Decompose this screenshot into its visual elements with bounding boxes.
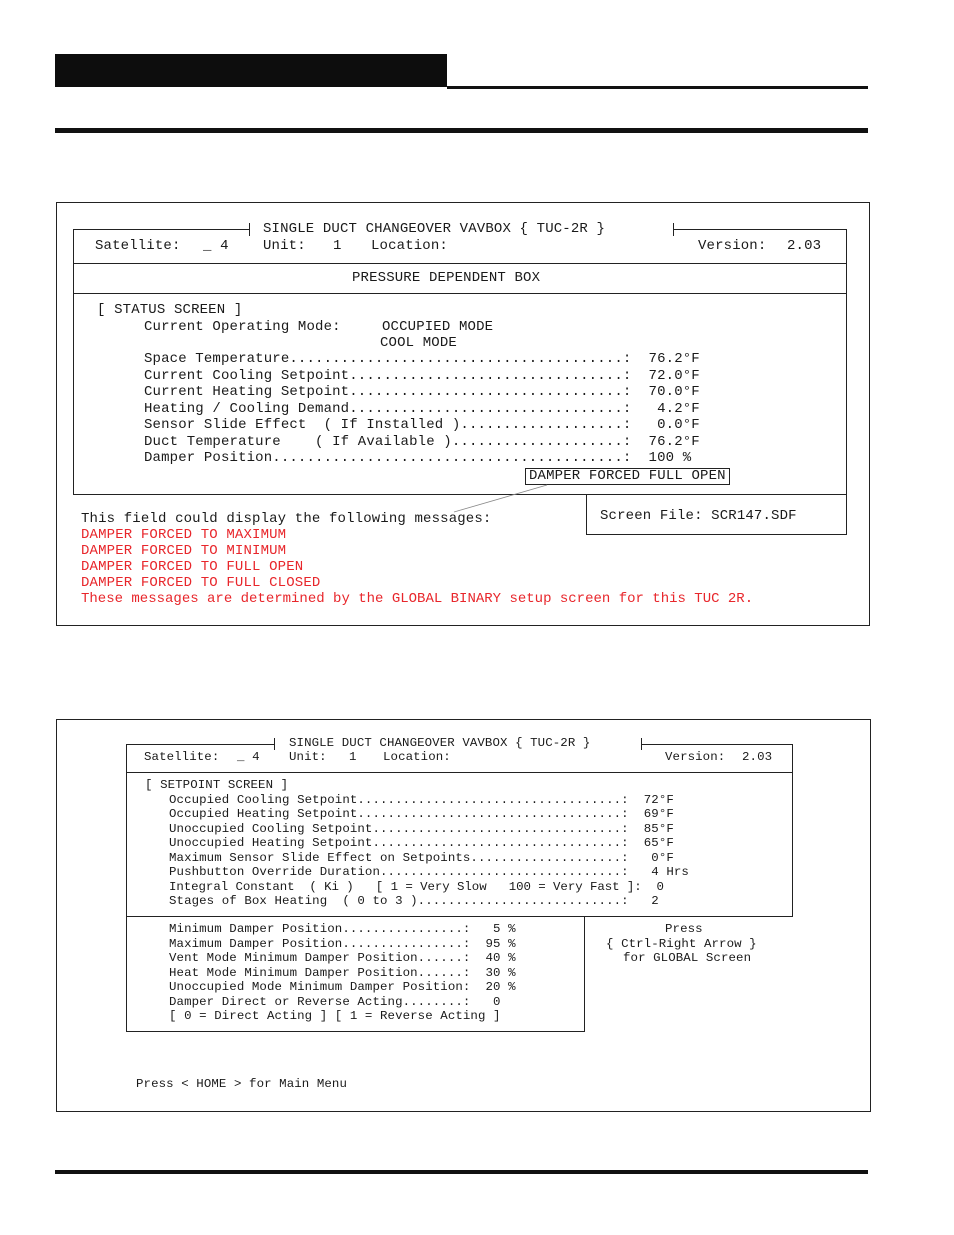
- row-value[interactable]: 2: [643, 894, 659, 908]
- row-label: Damper Direct or Reverse Acting........:: [169, 994, 471, 1009]
- row-value: 4.2°F: [648, 400, 700, 417]
- status-screen-figure: [56, 202, 870, 626]
- status-row: [144, 417, 700, 434]
- row-label: Heat Mode Minimum Damper Position......:: [169, 965, 471, 980]
- unit-value[interactable]: 1: [349, 750, 357, 764]
- section-title: [ STATUS SCREEN ]: [97, 302, 243, 318]
- damper-row[interactable]: [169, 951, 516, 966]
- screen-file: Screen File: SCR147.SDF: [600, 508, 797, 524]
- damper-row[interactable]: [169, 995, 516, 1010]
- row-value: 76.2°F: [648, 351, 700, 367]
- damper-row[interactable]: [169, 922, 516, 937]
- row-value[interactable]: 72°F: [643, 792, 674, 807]
- row-value[interactable]: 40 %: [477, 951, 516, 965]
- satellite-value[interactable]: _ 4: [203, 238, 229, 254]
- row-label: Space Temperature.......................................:: [144, 351, 632, 367]
- setpoint-row[interactable]: [169, 836, 689, 851]
- row-label: Sensor Slide Effect ( If Installed )...................:: [144, 417, 632, 433]
- setpoint-row[interactable]: [169, 894, 689, 909]
- location-label: Location:: [383, 750, 451, 764]
- row-label: Maximum Sensor Slide Effect on Setpoints....................:: [169, 850, 629, 865]
- page-header-bar: [55, 54, 447, 87]
- row-label: Unoccupied Heating Setpoint.................................:: [169, 836, 629, 850]
- setpoint-row[interactable]: [169, 851, 689, 866]
- row-value[interactable]: 20 %: [477, 980, 516, 994]
- version-value: 2.03: [787, 238, 822, 254]
- press-hint-line3: for GLOBAL Screen: [623, 951, 752, 965]
- annotation-message: DAMPER FORCED TO MAXIMUM: [81, 527, 287, 543]
- row-value[interactable]: 69°F: [643, 807, 674, 821]
- row-value[interactable]: 65°F: [643, 836, 674, 850]
- satellite-value[interactable]: _ 4: [237, 750, 260, 764]
- annotation-message: DAMPER FORCED TO MINIMUM: [81, 543, 287, 559]
- version-label: Version:: [698, 238, 767, 254]
- row-label: Duct Temperature ( If Available )....................:: [144, 433, 632, 450]
- row-value: 72.0°F: [648, 367, 700, 384]
- satellite-label: Satellite:: [95, 238, 181, 254]
- row-label: Maximum Damper Position................:: [169, 936, 471, 951]
- row-label: Pushbutton Override Duration................................:: [169, 865, 629, 879]
- annotation-message: DAMPER FORCED TO FULL OPEN: [81, 559, 304, 575]
- row-label: Current Heating Setpoint................................:: [144, 384, 632, 400]
- damper-rows: [169, 922, 516, 1024]
- row-value[interactable]: 0: [477, 994, 501, 1009]
- header-rule-thin: [447, 86, 868, 89]
- satellite-label: Satellite:: [144, 750, 220, 764]
- row-value[interactable]: 30 %: [477, 965, 516, 980]
- operating-mode-label: Current Operating Mode:: [144, 319, 341, 335]
- damper-row[interactable]: [169, 966, 516, 981]
- box-type: PRESSURE DEPENDENT BOX: [352, 270, 541, 286]
- callout-leader-line: [452, 484, 552, 514]
- row-label: Unoccupied Cooling Setpoint.................................:: [169, 821, 629, 836]
- screen-title: SINGLE DUCT CHANGEOVER VAVBOX { TUC-2R }: [263, 221, 606, 237]
- row-label: Heating / Cooling Demand................................:: [144, 400, 632, 417]
- row-value[interactable]: 0: [649, 879, 664, 894]
- main-menu-hint[interactable]: Press < HOME > for Main Menu: [136, 1077, 347, 1091]
- press-hint-line2[interactable]: { Ctrl-Right Arrow }: [606, 936, 757, 951]
- status-row: [144, 351, 700, 368]
- setpoint-screen-figure: [56, 719, 871, 1112]
- row-value: 76.2°F: [648, 433, 700, 450]
- row-label: Unoccupied Mode Minimum Damper Position:: [169, 980, 471, 994]
- damper-legend: [ 0 = Direct Acting ] [ 1 = Reverse Acting ]: [169, 1009, 501, 1023]
- damper-row[interactable]: [169, 980, 516, 995]
- press-hint-line1: Press: [665, 922, 703, 936]
- row-label: Stages of Box Heating ( 0 to 3 )...........................:: [169, 894, 629, 908]
- operating-mode-value-2: COOL MODE: [380, 335, 457, 351]
- status-row: [144, 434, 700, 451]
- setpoint-row[interactable]: [169, 880, 689, 895]
- status-row: [144, 401, 700, 418]
- operating-mode-value: OCCUPIED MODE: [382, 319, 494, 335]
- row-value: 100 %: [648, 450, 692, 466]
- footer-rule: [55, 1170, 868, 1174]
- unit-label: Unit:: [263, 238, 306, 254]
- status-row: [144, 450, 700, 467]
- row-value[interactable]: 4 Hrs: [643, 865, 689, 879]
- section-title: [ SETPOINT SCREEN ]: [145, 778, 289, 792]
- row-label: Current Cooling Setpoint................................:: [144, 367, 632, 384]
- version-label: Version:: [665, 750, 726, 764]
- setpoint-rows: [169, 793, 689, 909]
- header-rule-thick: [55, 128, 868, 133]
- status-row: [144, 384, 700, 401]
- location-label: Location:: [371, 238, 448, 254]
- annotation-intro: This field could display the following messages:: [81, 511, 492, 527]
- setpoint-row[interactable]: [169, 822, 689, 837]
- unit-value[interactable]: 1: [333, 238, 342, 254]
- annotation-message: DAMPER FORCED TO FULL CLOSED: [81, 575, 321, 591]
- setpoint-row[interactable]: [169, 793, 689, 808]
- status-row: [144, 368, 700, 385]
- unit-label: Unit:: [289, 750, 327, 764]
- row-value: 70.0°F: [648, 384, 700, 400]
- setpoint-row[interactable]: [169, 807, 689, 822]
- annotation-messages: [81, 527, 753, 608]
- row-label: Vent Mode Minimum Damper Position......:: [169, 951, 471, 965]
- version-value: 2.03: [742, 750, 773, 764]
- row-value[interactable]: 95 %: [477, 936, 516, 951]
- setpoint-row[interactable]: [169, 865, 689, 880]
- row-value[interactable]: 85°F: [643, 821, 674, 836]
- damper-status-field: DAMPER FORCED FULL OPEN: [525, 468, 730, 485]
- damper-row[interactable]: [169, 937, 516, 952]
- screen-title: SINGLE DUCT CHANGEOVER VAVBOX { TUC-2R }: [289, 736, 591, 750]
- row-label: Damper Position.........................................:: [144, 450, 632, 466]
- row-label: Integral Constant ( Ki ) [ 1 = Very Slow 100 = Very Fast ]:: [169, 879, 642, 894]
- row-label: Occupied Cooling Setpoint...................................:: [169, 792, 629, 807]
- row-value[interactable]: 0°F: [643, 850, 674, 865]
- status-rows: [144, 351, 700, 467]
- annotation-note: These messages are determined by the GLOBAL BINARY setup screen for this TUC 2R.: [81, 591, 754, 607]
- row-label: Minimum Damper Position................:: [169, 922, 471, 936]
- row-label: Occupied Heating Setpoint...................................:: [169, 807, 629, 821]
- row-value: 0.0°F: [648, 417, 700, 433]
- row-value[interactable]: 5 %: [477, 922, 516, 936]
